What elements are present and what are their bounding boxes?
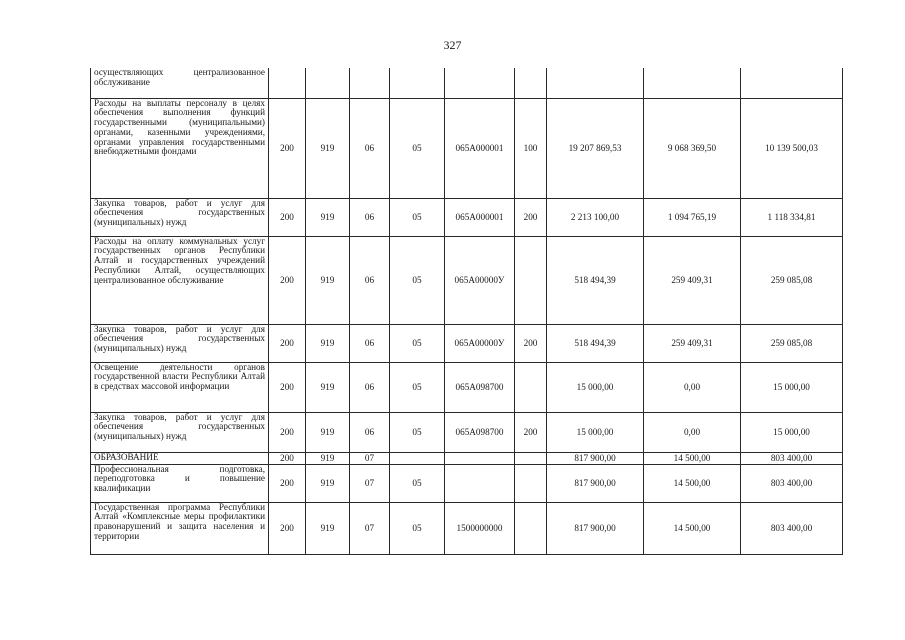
section-cell: 06 xyxy=(350,198,390,236)
admin-code-cell: 200 xyxy=(269,452,306,464)
amount-executed-cell: 14 500,00 xyxy=(644,502,741,554)
amount-remaining-cell: 803 400,00 xyxy=(741,502,843,554)
amount-plan-cell: 518 494,39 xyxy=(547,236,644,324)
amount-executed-cell xyxy=(644,68,741,98)
table-row xyxy=(91,236,843,324)
amount-plan-cell: 518 494,39 xyxy=(547,324,644,362)
target-article-cell: 065А000001 xyxy=(445,198,515,236)
amount-plan-cell xyxy=(547,68,644,98)
section-cell: 06 xyxy=(350,98,390,198)
admin-code-cell xyxy=(269,68,306,98)
row-name-cell: Закупка товаров, работ и услуг для обеспечения государственных (муниципальных) нужд xyxy=(91,198,269,236)
ministry-code-cell: 919 xyxy=(306,324,350,362)
subsection-cell xyxy=(390,452,445,464)
table-row xyxy=(91,452,843,464)
ministry-code-cell: 919 xyxy=(306,362,350,412)
expense-type-cell xyxy=(515,236,547,324)
subsection-cell: 05 xyxy=(390,324,445,362)
row-name-cell: Государственная программа Республики Алтай «Комплексные меры профилактики правонарушений и защита населения и территории xyxy=(91,502,269,554)
admin-code-cell: 200 xyxy=(269,236,306,324)
subsection-cell: 05 xyxy=(390,198,445,236)
subsection-cell: 05 xyxy=(390,236,445,324)
section-cell: 06 xyxy=(350,236,390,324)
target-article-cell: 065А000001 xyxy=(445,98,515,198)
budget-table xyxy=(90,68,843,555)
target-article-cell xyxy=(445,464,515,502)
target-article-cell: 065А098700 xyxy=(445,362,515,412)
amount-executed-cell: 0,00 xyxy=(644,412,741,452)
ministry-code-cell: 919 xyxy=(306,236,350,324)
subsection-cell xyxy=(390,68,445,98)
section-cell: 07 xyxy=(350,452,390,464)
amount-remaining-cell: 15 000,00 xyxy=(741,362,843,412)
table-row xyxy=(91,324,843,362)
row-name-cell: Освещение деятельности органов государственной власти Республики Алтай в средствах массовой информации xyxy=(91,362,269,412)
admin-code-cell: 200 xyxy=(269,502,306,554)
expense-type-cell: 100 xyxy=(515,98,547,198)
amount-plan-cell: 817 900,00 xyxy=(547,464,644,502)
ministry-code-cell: 919 xyxy=(306,464,350,502)
expense-type-cell xyxy=(515,362,547,412)
amount-executed-cell: 14 500,00 xyxy=(644,464,741,502)
expense-type-cell: 200 xyxy=(515,412,547,452)
amount-plan-cell: 817 900,00 xyxy=(547,452,644,464)
amount-plan-cell: 817 900,00 xyxy=(547,502,644,554)
table-row xyxy=(91,98,843,198)
amount-plan-cell: 2 213 100,00 xyxy=(547,198,644,236)
row-name-cell: Расходы на выплаты персоналу в целях обеспечения выполнения функций государственными (муниципальными) органами, казенными учреждениями, органами управления государственными внебюджетными фондами xyxy=(91,98,269,198)
subsection-cell: 05 xyxy=(390,502,445,554)
admin-code-cell: 200 xyxy=(269,362,306,412)
expense-type-cell xyxy=(515,452,547,464)
section-cell xyxy=(350,68,390,98)
section-cell: 06 xyxy=(350,412,390,452)
table-row xyxy=(91,464,843,502)
subsection-cell: 05 xyxy=(390,412,445,452)
target-article-cell: 065А00000У xyxy=(445,324,515,362)
target-article-cell: 065А00000У xyxy=(445,236,515,324)
amount-plan-cell: 15 000,00 xyxy=(547,362,644,412)
amount-plan-cell: 15 000,00 xyxy=(547,412,644,452)
table-row xyxy=(91,362,843,412)
ministry-code-cell: 919 xyxy=(306,452,350,464)
row-name-cell: осуществляющих централизованное обслуживание xyxy=(91,68,269,98)
table-row xyxy=(91,68,843,98)
row-name-cell: Расходы на оплату коммунальных услуг государственных органов Республики Алтай и государственных учреждений Республики Алтай, осуществляющих централизованное обслуживание xyxy=(91,236,269,324)
target-article-cell: 1500000000 xyxy=(445,502,515,554)
row-name-cell: ОБРАЗОВАНИЕ xyxy=(91,452,269,464)
amount-remaining-cell: 259 085,08 xyxy=(741,236,843,324)
amount-plan-cell: 19 207 869,53 xyxy=(547,98,644,198)
expense-type-cell: 200 xyxy=(515,198,547,236)
amount-remaining-cell: 1 118 334,81 xyxy=(741,198,843,236)
expense-type-cell xyxy=(515,502,547,554)
expense-type-cell xyxy=(515,68,547,98)
ministry-code-cell xyxy=(306,68,350,98)
ministry-code-cell: 919 xyxy=(306,502,350,554)
amount-executed-cell: 9 068 369,50 xyxy=(644,98,741,198)
expense-type-cell xyxy=(515,464,547,502)
row-name-cell: Профессиональная подготовка, переподготовка и повышение квалификации xyxy=(91,464,269,502)
table-row xyxy=(91,502,843,554)
subsection-cell: 05 xyxy=(390,464,445,502)
target-article-cell xyxy=(445,452,515,464)
section-cell: 06 xyxy=(350,362,390,412)
amount-executed-cell: 1 094 765,19 xyxy=(644,198,741,236)
amount-executed-cell: 14 500,00 xyxy=(644,452,741,464)
target-article-cell xyxy=(445,68,515,98)
amount-remaining-cell: 15 000,00 xyxy=(741,412,843,452)
amount-executed-cell: 0,00 xyxy=(644,362,741,412)
amount-remaining-cell: 803 400,00 xyxy=(741,452,843,464)
subsection-cell: 05 xyxy=(390,98,445,198)
section-cell: 07 xyxy=(350,502,390,554)
amount-remaining-cell xyxy=(741,68,843,98)
admin-code-cell: 200 xyxy=(269,412,306,452)
row-name-cell: Закупка товаров, работ и услуг для обеспечения государственных (муниципальных) нужд xyxy=(91,412,269,452)
page-number: 327 xyxy=(443,38,462,52)
amount-remaining-cell: 803 400,00 xyxy=(741,464,843,502)
target-article-cell: 065А098700 xyxy=(445,412,515,452)
section-cell: 07 xyxy=(350,464,390,502)
ministry-code-cell: 919 xyxy=(306,412,350,452)
amount-remaining-cell: 259 085,08 xyxy=(741,324,843,362)
section-cell: 06 xyxy=(350,324,390,362)
ministry-code-cell: 919 xyxy=(306,98,350,198)
admin-code-cell: 200 xyxy=(269,198,306,236)
ministry-code-cell: 919 xyxy=(306,198,350,236)
amount-executed-cell: 259 409,31 xyxy=(644,324,741,362)
amount-remaining-cell: 10 139 500,03 xyxy=(741,98,843,198)
admin-code-cell: 200 xyxy=(269,464,306,502)
admin-code-cell: 200 xyxy=(269,98,306,198)
subsection-cell: 05 xyxy=(390,362,445,412)
table-row xyxy=(91,198,843,236)
expense-type-cell: 200 xyxy=(515,324,547,362)
row-name-cell: Закупка товаров, работ и услуг для обеспечения государственных (муниципальных) нужд xyxy=(91,324,269,362)
admin-code-cell: 200 xyxy=(269,324,306,362)
table-row xyxy=(91,412,843,452)
amount-executed-cell: 259 409,31 xyxy=(644,236,741,324)
